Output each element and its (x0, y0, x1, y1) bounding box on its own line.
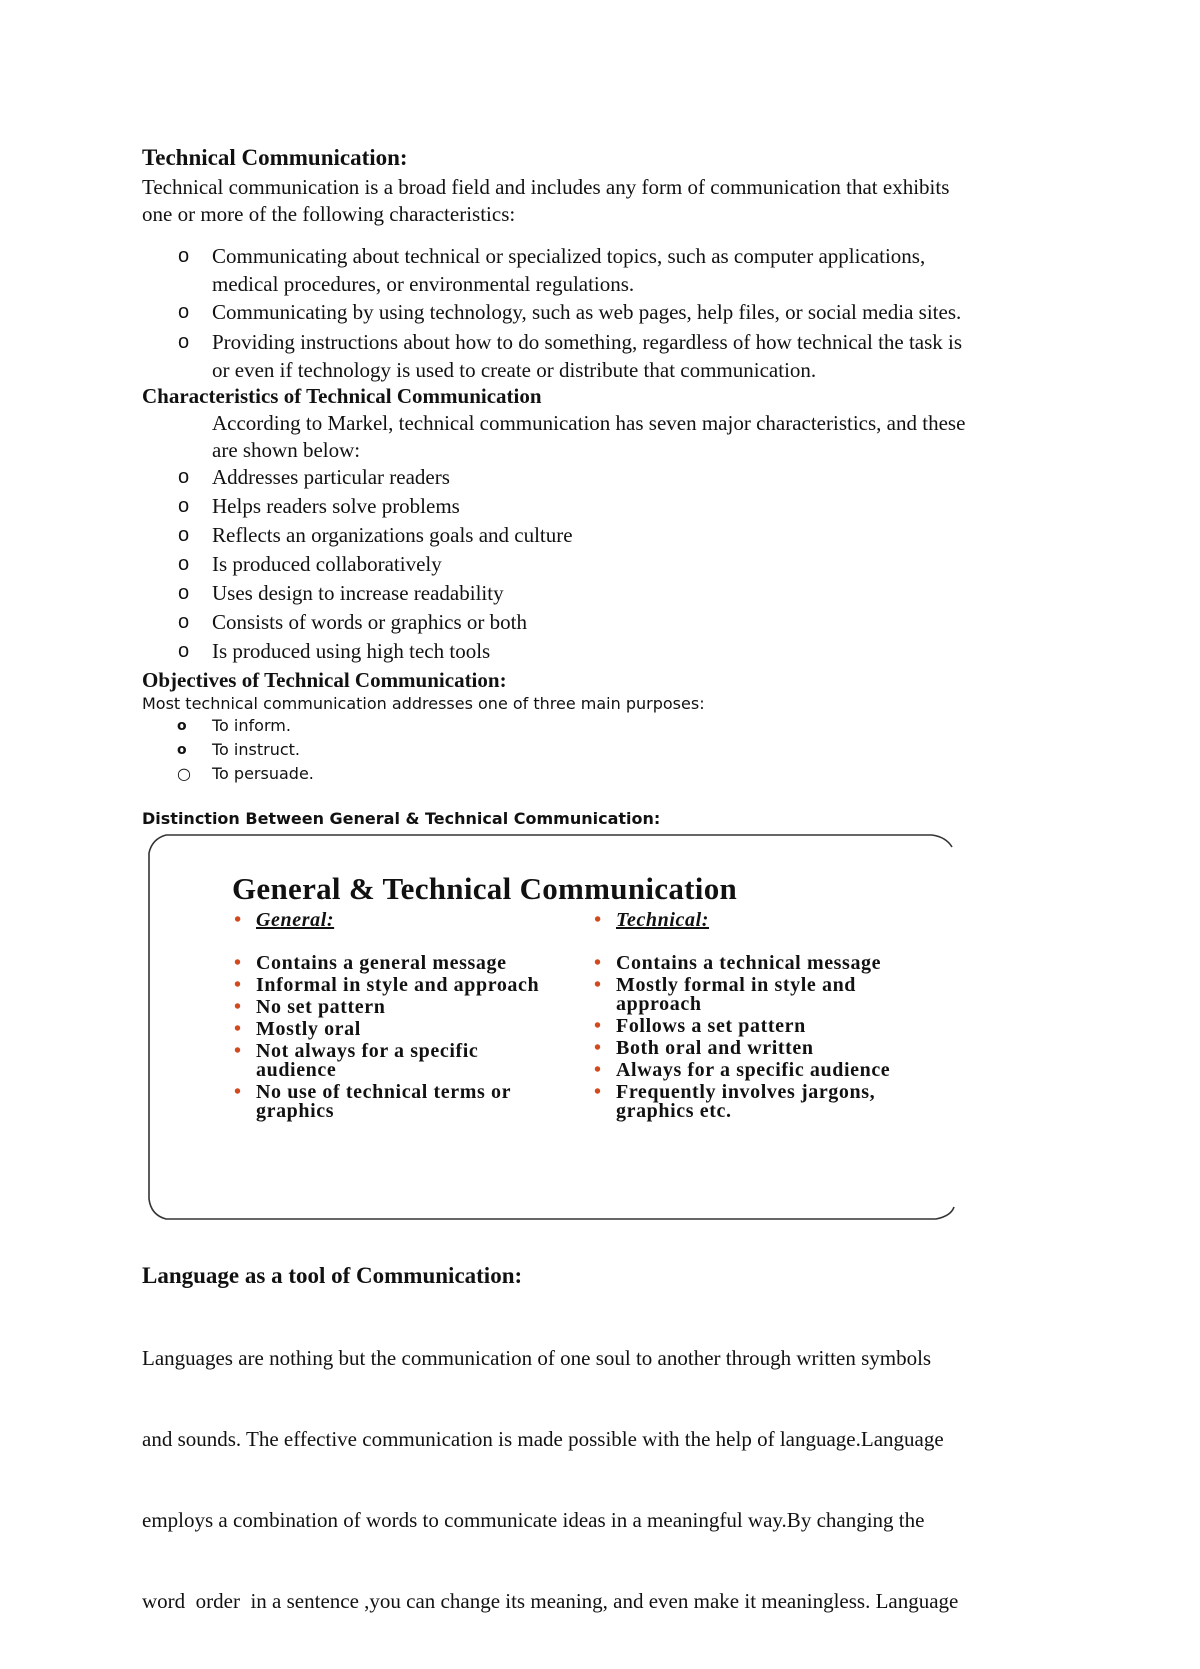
ring-bullet-icon: ○ (177, 764, 191, 783)
list-item: • Informal in style and approach (234, 974, 540, 996)
technical-heading: • Technical: (594, 909, 710, 931)
list-item: • No use of technical terms or graphics (234, 1081, 511, 1122)
heading-distinction: Distinction Between General & Technical Communication: (142, 809, 661, 828)
intro-line-1: Technical communication is a broad field and includes any form of communication that exhibits (142, 175, 950, 199)
list-item: • Both oral and written (594, 1037, 814, 1059)
list-item: • Contains a general message (234, 952, 507, 974)
technical-column (592, 911, 922, 1124)
circle-bullet-icon: o (178, 611, 190, 633)
bullet-dot-icon: • (594, 1015, 602, 1037)
circle-bullet-icon: o (178, 301, 190, 323)
list-item: o Uses design to increase readability (178, 581, 504, 605)
bullet-dot-icon: • (234, 952, 242, 974)
circle-bullet-icon: o (178, 495, 190, 517)
list-item: o Consists of words or graphics or both (178, 610, 527, 634)
bullet-dot-icon: • (594, 1081, 602, 1103)
heading-language: Language as a tool of Communication: (142, 1263, 523, 1288)
list-item: • Always for a specific audience (594, 1059, 891, 1081)
heading-technical-communication: Technical Communication: (142, 145, 408, 170)
circle-bullet-icon: o (177, 742, 187, 758)
comparison-figure (146, 833, 956, 1221)
list-item: • Mostly oral (234, 1018, 361, 1040)
list-item: • Not always for a specific audience (234, 1040, 479, 1081)
general-heading: • General: (234, 909, 335, 931)
characteristics-list (142, 242, 1072, 384)
figure-title: General & Technical Communication (232, 871, 738, 906)
list-item: • Mostly formal in style and approach (594, 974, 857, 1015)
list-item: o Addresses particular readers (178, 465, 450, 489)
markel-paragraph: According to Markel, technical communication has seven major characteristics, and these are shown below: (212, 411, 966, 462)
bullet-dot-icon: • (594, 952, 602, 974)
list-item: o Helps readers solve problems (178, 494, 460, 518)
bullet-dot-icon: • (234, 1081, 242, 1103)
bullet-dot-icon: • (234, 1040, 242, 1062)
list-item: o Reflects an organizations goals and culture (178, 523, 573, 547)
bullet-dot-icon: • (234, 909, 242, 931)
list-item: • Contains a technical message (594, 952, 882, 974)
list-item: ○ To persuade. (142, 762, 314, 786)
circle-bullet-icon: o (178, 640, 190, 662)
list-item: • Frequently involves jargons, graphics etc. (594, 1081, 876, 1122)
list-item: o Is produced collaboratively (178, 552, 442, 576)
markel-characteristics-list (142, 463, 1072, 666)
circle-bullet-icon: o (177, 718, 187, 734)
circle-bullet-icon: o (178, 524, 190, 546)
circle-bullet-icon: o (178, 553, 190, 575)
bullet-dot-icon: • (594, 909, 602, 931)
bullet-dot-icon: • (234, 974, 242, 996)
list-item: o Is produced using high tech tools (178, 639, 491, 663)
circle-bullet-icon: o (178, 245, 190, 267)
language-paragraph: Languages are nothing but the communication of one soul to another through written symbols and sounds. The effective communication is made possible with the help of language.Language employs a combination of words to communicate ideas in a meaningful way.By changing the word order in a sentence ,you can change its meaning, and even make it meaningless. Language (142, 1346, 959, 1613)
list-item: o To instruct. (142, 738, 314, 762)
heading-objectives: Objectives of Technical Communication: (142, 668, 507, 692)
heading-characteristics: Characteristics of Technical Communication (142, 384, 542, 408)
intro-line-2: one or more of the following characteristics: (142, 202, 516, 226)
circle-bullet-icon: o (178, 582, 190, 604)
general-column (232, 911, 562, 1124)
circle-bullet-icon: o (178, 331, 190, 353)
bullet-dot-icon: • (234, 996, 242, 1018)
objectives-list (142, 714, 314, 786)
objectives-intro: Most technical communication addresses one of three main purposes: (142, 694, 705, 713)
bullet-dot-icon: • (594, 974, 602, 996)
list-item: o Communicating by using technology, such as web pages, help files, or social media sites. (178, 300, 962, 324)
list-item: • No set pattern (234, 996, 386, 1018)
bullet-dot-icon: • (594, 1059, 602, 1081)
list-item: o To inform. (142, 714, 314, 738)
bullet-dot-icon: • (594, 1037, 602, 1059)
list-item: • Follows a set pattern (594, 1015, 806, 1037)
list-item: o Communicating about technical or specialized topics, such as computer applications, medical procedures, or environmental regulations. (178, 244, 926, 296)
circle-bullet-icon: o (178, 466, 190, 488)
bullet-dot-icon: • (234, 1018, 242, 1040)
list-item: o Providing instructions about how to do something, regardless of how technical the task is or even if technology is used to create or distribute that communication. (178, 330, 963, 382)
intro-paragraph (142, 174, 1062, 228)
